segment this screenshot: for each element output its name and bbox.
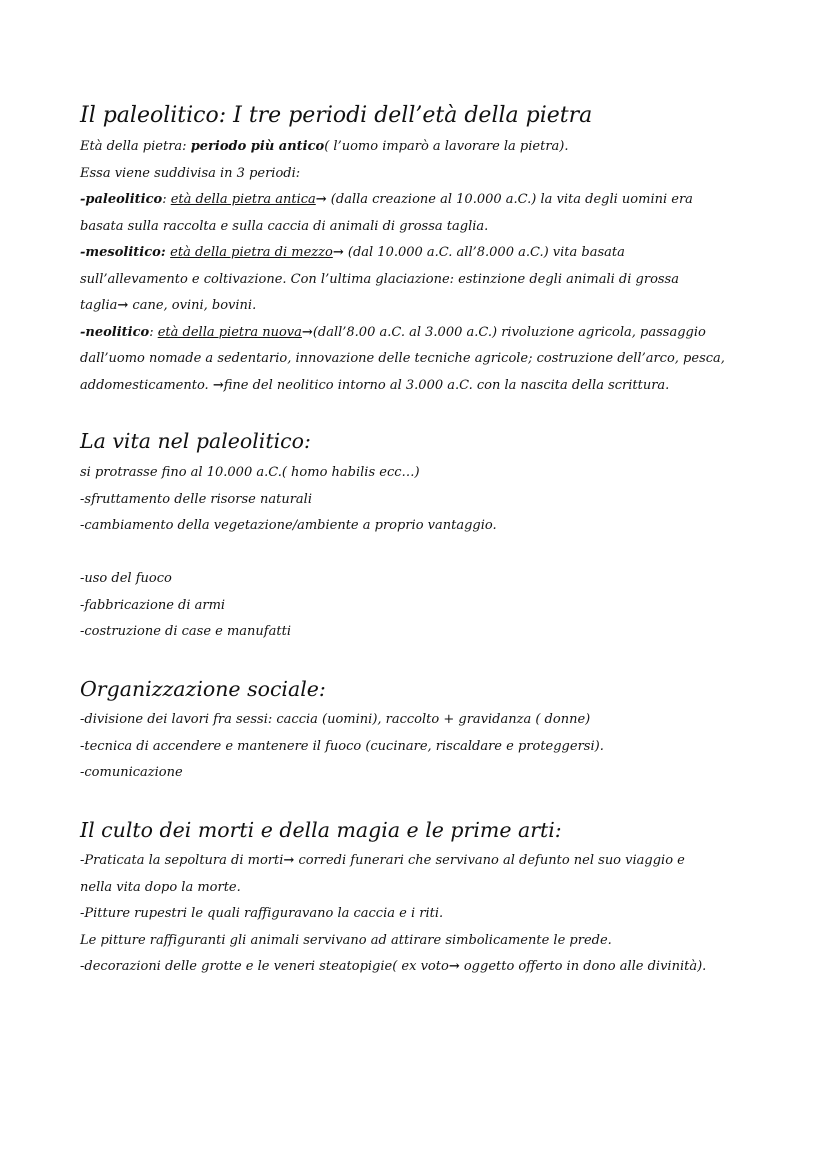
text-line: -mesolitico: età della pietra di mezzo→ (dal 10.000 a.C. all’8.000 a.C.) vita basata [80,245,625,260]
text-line: -neolitico: età della pietra nuova→(dall’8.00 a.C. al 3.000 a.C.) rivoluzione agricola, passaggio [80,324,706,340]
bold-phrase: periodo più antico [190,139,325,154]
text-line: dall’uomo nomade a sedentario, innovazione delle tecniche agricole; costruzione dell’arco, pesca, [80,351,725,366]
text-line: Le pitture raffiguranti gli animali servivano ad attirare simbolicamente le prede. [80,932,612,948]
section-body-periodi [80,134,725,399]
text-line: -Pitture rupestri le quali raffiguravano la caccia e i riti. [80,906,444,921]
section-title-paleolitico: Il paleolitico: I tre periodi dell’età della pietra [80,103,593,128]
text-line: taglia→ cane, ovini, bovini. [80,298,257,313]
text-line: basata sulla raccolta e sulla caccia di animali di grossa taglia. [80,218,489,234]
section-title-organizzazione: Organizzazione sociale: [80,677,326,701]
text-line: sull’allevamento e coltivazione. Con l’ultima glaciazione: estinzione degli animali di grossa [80,271,679,287]
arrow-icon: → [315,192,327,207]
list-item: -divisione dei lavori fra sessi: caccia (uomini), raccolto + gravidanza ( donne) [80,712,591,727]
arrow-icon: → [212,377,224,393]
list-item: -fabbricazione di armi [80,597,226,613]
list-item: -uso del fuoco [80,571,172,586]
list-item: -tecnica di accendere e mantenere il fuoco (cucinare, riscaldare e proteggersi). [80,738,604,754]
arrow-icon: → [448,959,460,974]
arrow-icon: → [332,245,344,260]
arrow-icon: → [301,324,313,340]
section-body-organizzazione [80,707,604,787]
text-line: Età della pietra: periodo più antico( l’uomo imparò a lavorare la pietra). [80,139,569,154]
section-body-vita-2 [80,566,291,646]
text-line: nella vita dopo la morte. [80,879,241,895]
list-item: -comunicazione [80,765,183,780]
section-title-vita: La vita nel paleolitico: [80,429,311,453]
arrow-icon: → [117,298,129,313]
text-line: Essa viene suddivisa in 3 periodi: [80,165,301,181]
list-item: -sfruttamento delle risorse naturali [80,491,312,507]
text-line: -decorazioni delle grotte e le veneri steatopigie( ex voto→ oggetto offerto in dono alle divinità). [80,959,707,974]
list-item: si protrasse fino al 10.000 a.C.( homo habilis ecc…) [80,465,420,480]
section-body-culto [80,848,706,981]
list-item: -costruzione di case e manufatti [80,624,291,639]
arrow-icon: → [283,853,295,868]
text-line: -paleolitico: età della pietra antica→ (dalla creazione al 10.000 a.C.) la vita degli uomini era [80,192,693,207]
section-body-vita [80,460,497,540]
text-line: addomesticamento. →fine del neolitico intorno al 3.000 a.C. con la nascita della scrittura. [80,377,670,393]
text-line: -Praticata la sepoltura di morti→ corredi funerari che servivano al defunto nel suo viaggio e [80,853,685,868]
section-title-culto: Il culto dei morti e della magia e le prime arti: [80,818,562,842]
list-item: -cambiamento della vegetazione/ambiente a proprio vantaggio. [80,518,497,533]
